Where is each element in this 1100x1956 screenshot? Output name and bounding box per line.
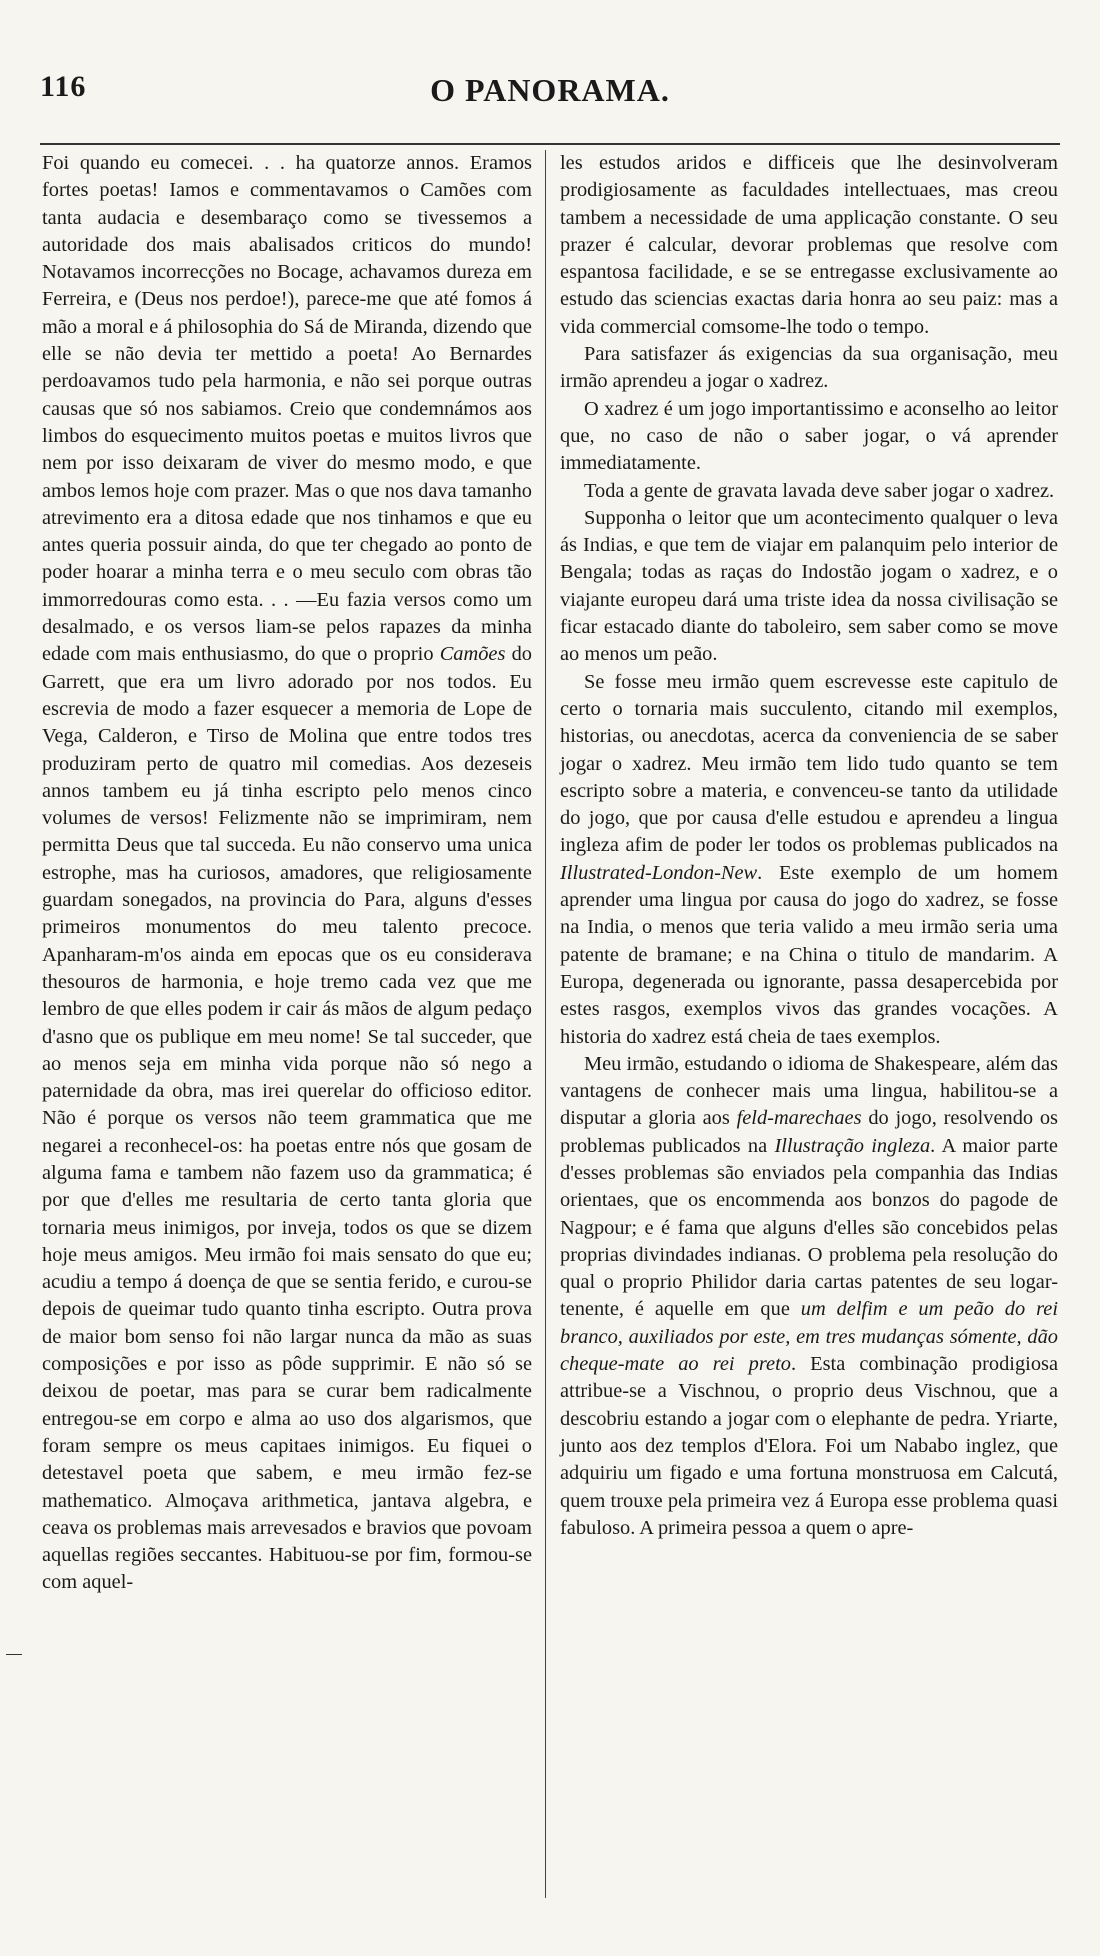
running-title: O PANORAMA. [430,72,670,108]
right-paragraph-5: Supponha o leitor que um acontecimento qualquer o leva ás Indias, e que tem de viajar em palanquim pelo interior de Bengala; todas as raças do Indostão jogam o xadrez, e o viajante europeu dará uma triste idea da nossa civilisação se ficar estacado diante do taboleiro, sem saber como se move ao menos um peão. [560,506,1058,666]
right-column [560,150,1058,1542]
page-number: 116 [40,70,87,103]
left-paragraph: Foi quando eu comecei. . . ha quatorze annos. Eramos fortes poetas! Iamos e commentavamos o Camões com tanta audacia e desembaraço como se tivessemos a autoridade dos mais abalisados criticos do mundo! Notavamos incorrecções no Bocage, achavamos dureza em Ferreira, e (Deus nos perdoe!), parece-me que até fomos á mão a moral e á philosophia do Sá de Miranda, dizendo que elle se não devia ter mettido a poeta! Ao Bernardes perdoavamos tudo pela harmonia, e não sei porque outras causas que só nos sabiamos. Creio que condemnámos aos limbos do esquecimento muitos poetas e muitos livros que nem por isso deixaram de viver do mesmo modo, e que ambos lemos hoje com prazer. Mas o que nos dava tamanho atrevimento era a ditosa edade que nos tinhamos e que eu antes queria possuir ainda, do que ter chegado ao ponto de poder hoarar a minha terra e o meu seculo com obras tão immorredouras como esta. . . —Eu fazia versos como um desalmado, e os versos liam-se pelos rapazes da minha edade com mais enthusiasmo, do que o proprio Camões do Garrett, que era um livro adorado por nos todos. Eu escrevia de modo a fazer esquecer a memoria de Lope de Vega, Calderon, e Tirso de Molina que entre todos tres produziram perto de quatro mil comedias. Aos dezeseis annos tambem eu já tinha escripto pelo menos cinco volumes de versos! Felizmente não se imprimiram, nem permitta Deus que tal succeda. Eu não conservo uma unica estrophe, mas ha curiosos, amadores, que religiosamente guardam sonegados, na provincia do Para, alguns d'esses primeiros monumentos do meu talento precoce. Apanharam-m'os ainda em epocas que os eu considerava thesouros de harmonia, e hoje tremo cada vez que me lembro de que elles podem ir cair ás mãos de algum pedaço d'asno que os publique em meu nome! Se tal succeder, que ao menos seja em minha vida porque não só nego a paternidade da obra, mas irei querelar do officioso editor. Não é porque os versos não teem grammatica que me negarei a reconhecel-os: ha poetas entre nós que gosam de alguma fama e tambem não fazem uso da grammatica; é por que d'elles me resultaria de certo tanta gloria que tornaria meus inimigos, por inveja, todos os que se dizem hoje meus amigos. Meu irmão foi mais sensato do que eu; acudiu a tempo á doença de que se sentia ferido, e curou-se depois de queimar tudo quanto tinha escripto. Outra prova de maior bom senso foi não largar nunca da mão as suas composições e por isso as pôde supprimir. E não só se deixou de poetar, mas para se curar bem radicalmente entregou-se em corpo e alma ao uso dos algarismos, que foram sempre os meus capitaes inimigos. Eu fiquei o detestavel poeta que sabem, e meu irmão fez-se mathematico. Almoçava arithmetica, jantava algebra, e ceava os problemas mais arrevesados e bravios que povoam aquellas regiões seccantes. Habituou-se por fim, formou-se com aquel- [42,152,532,1594]
right-paragraph-7: Meu irmão, estudando o idioma de Shakespeare, além das vantagens de conhecer mais uma lingua, habilitou-se a disputar a gloria aos feld-marechaes do jogo, resolvendo os problemas publicados na Illustração ingleza. A maior parte d'esses problemas são enviados pela companhia das Indias orientaes, que os encommenda aos bonzos do pagode de Nagpour; e é fama que alguns d'elles são concebidos pelas proprias divindades indianas. O problema pela resolução do qual o proprio Philidor daria cartas patentes de seu logar-tenente, é aquelle em que um delfim e um peão do rei branco, auxiliados por este, em tres mudanças sómente, dão cheque-mate ao rei preto. Esta combinação prodigiosa attribue-se a Vischnou, o proprio deus Vischnou, que a descobriu estando a jogar com o elephante de pedra. Yriarte, junto aos dez templos d'Elora. Foi um Nababo inglez, que adquiriu um figado e uma fortuna monstruosa em Calcutá, quem trouxe pela primeira vez á Europa esse problema quasi fabuloso. A primeira pessoa a quem o apre- [560,1052,1058,1539]
left-column [42,150,532,1597]
right-paragraph-2: Para satisfazer ás exigencias da sua organisação, meu irmão aprendeu a jogar o xadrez. [560,343,1058,393]
page-header [40,70,1060,120]
right-paragraph-3: O xadrez é um jogo importantissimo e aconselho ao leitor que, no caso de não o saber jogar, o vá aprender immediatamente. [560,397,1058,475]
column-divider [545,150,546,1898]
right-paragraph-4: Toda a gente de gravata lavada deve saber jogar o xadrez. [584,479,1055,502]
header-rule [40,143,1060,145]
margin-mark [6,1654,22,1655]
right-paragraph-6: Se fosse meu irmão quem escrevesse este capitulo de certo o tornaria mais succulento, citando mil exemplos, historias, ou anecdotas, acerca da conveniencia de se saber jogar o xadrez. Meu irmão tem lido tudo quanto se tem escripto sobre a materia, e convenceu-se tanto da utilidade do jogo, que por causa d'elle estudou e aprendeu a lingua ingleza afim de poder ler todos os problemas publicados na Illustrated-London-New. Este exemplo de um homem aprender uma lingua por causa do jogo do xadrez, se fosse na India, o menos que teria valido a meu irmão seria uma patente de bramane; e na China o titulo de mandarim. A Europa, degenerada ou ignorante, passa desapercebida por estes rasgos, exemplos vivos das grandes vocações. A historia do xadrez está cheia de taes exemplos. [560,670,1058,1048]
right-paragraph-1: les estudos aridos e difficeis que lhe desinvolveram prodigiosamente as faculdades intellectuaes, mas creou tambem a necessidade de uma applicação constante. O seu prazer é calcular, devorar problemas que resolve com espantosa facilidade, e se se entregasse exclusivamente ao estudo das sciencias exactas daria honra ao seu paiz: mas a vida commercial comsome-lhe todo o tempo. [560,152,1058,338]
